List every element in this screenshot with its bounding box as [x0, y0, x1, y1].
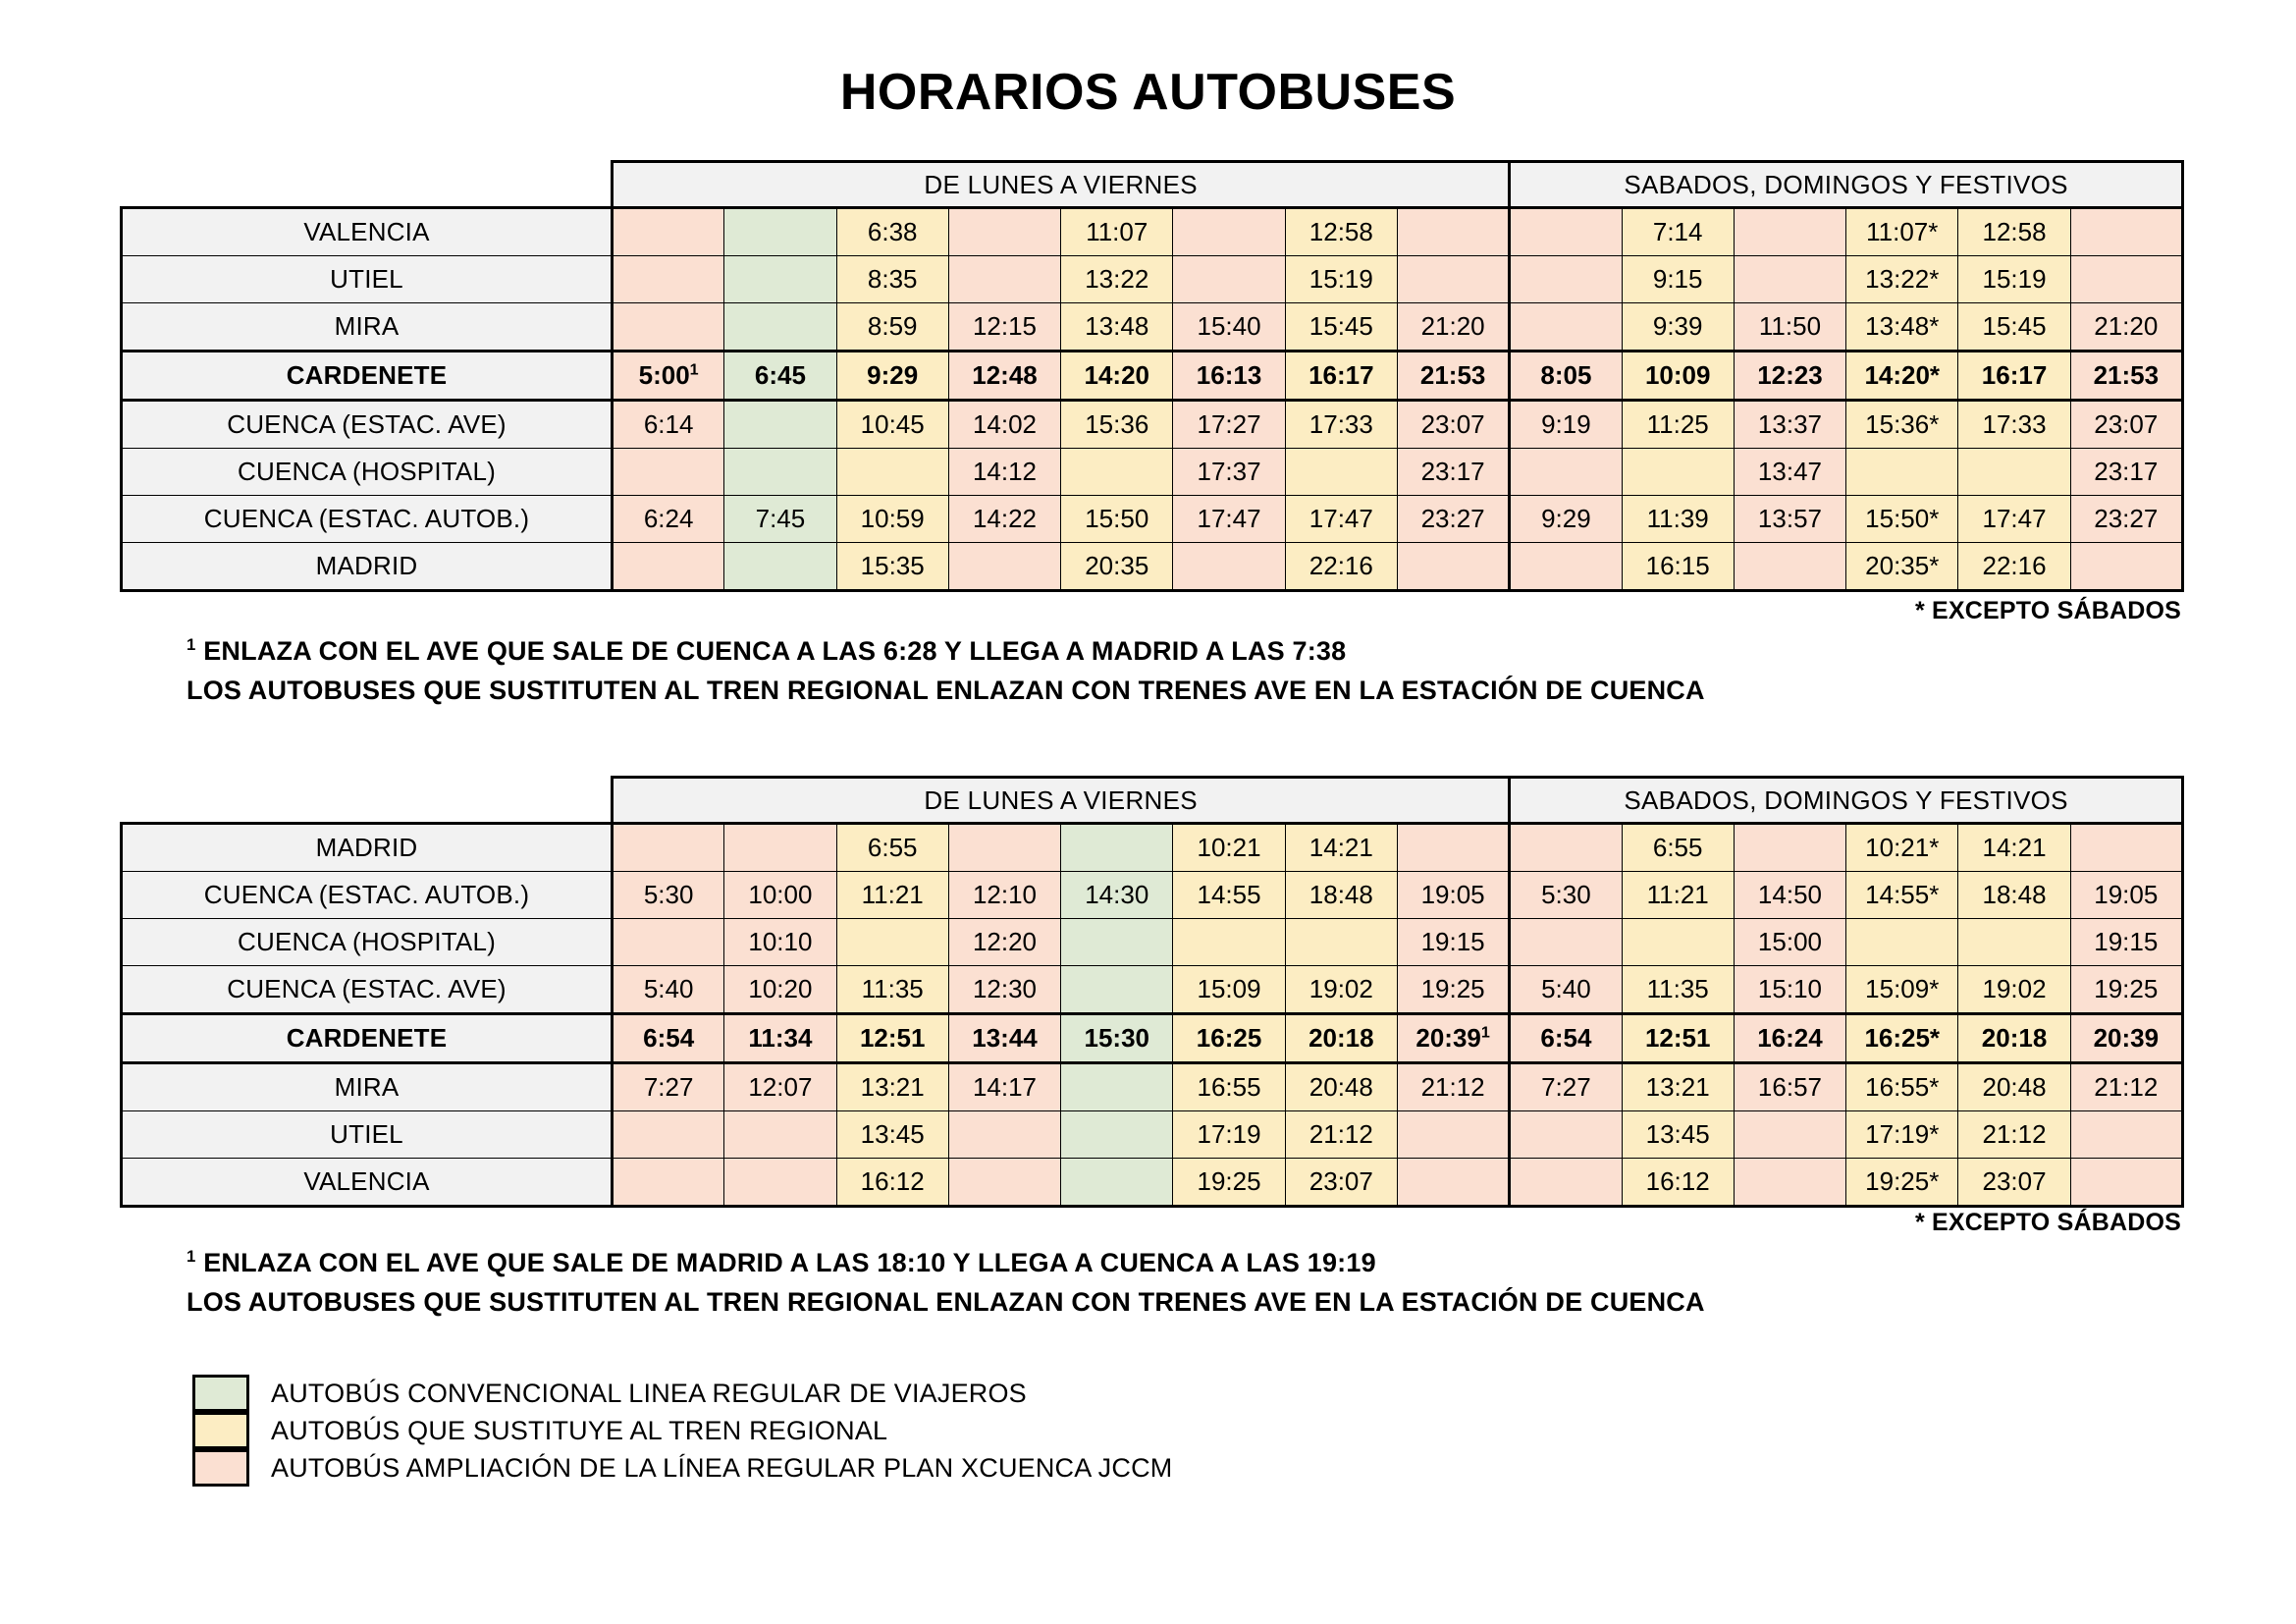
- time-cell-weekday: 14:22: [948, 496, 1060, 543]
- time-cell-weekday: [1285, 919, 1397, 966]
- time-cell-weekday: 16:12: [836, 1159, 948, 1207]
- time-cell-weekend: [1510, 824, 1622, 872]
- time-cell-weekend: 7:14: [1622, 208, 1734, 256]
- time-cell-weekday: [613, 449, 724, 496]
- time-cell-weekday: [613, 1159, 724, 1207]
- time-cell-weekday: 14:21: [1285, 824, 1397, 872]
- group-header-weekday: DE LUNES A VIERNES: [613, 162, 1510, 208]
- legend-color-swatch: [192, 1412, 249, 1449]
- time-cell-weekend: [1846, 449, 1958, 496]
- time-cell-weekend: 16:57: [1734, 1063, 1845, 1111]
- footnotes-2: [187, 1243, 1705, 1322]
- time-cell-weekend: [1622, 919, 1734, 966]
- legend-item: [192, 1449, 1172, 1487]
- stop-name-cell: CARDENETE: [122, 352, 613, 401]
- time-cell-weekday: 17:19: [1173, 1111, 1285, 1159]
- time-cell-weekend: [2070, 824, 2182, 872]
- time-cell-weekday: 17:47: [1173, 496, 1285, 543]
- time-cell-weekday: [613, 303, 724, 352]
- time-cell-weekend: 20:18: [1958, 1014, 2070, 1063]
- time-cell-weekend: 13:47: [1734, 449, 1845, 496]
- time-cell-weekday: 12:51: [836, 1014, 948, 1063]
- time-cell-weekend: 9:15: [1622, 256, 1734, 303]
- stop-name-cell: UTIEL: [122, 256, 613, 303]
- time-cell-weekday: 20:39$^1$: [1397, 1014, 1509, 1063]
- time-cell-weekday: 7:45: [724, 496, 836, 543]
- time-cell-weekday: 12:15: [948, 303, 1060, 352]
- time-cell-weekday: 21:12: [1285, 1111, 1397, 1159]
- table-row: [122, 919, 2183, 966]
- time-cell-weekday: [613, 1111, 724, 1159]
- time-cell-weekday: 16:25: [1173, 1014, 1285, 1063]
- time-cell-weekday: 15:30: [1061, 1014, 1173, 1063]
- timetable-block-madrid-valencia: [120, 776, 2181, 1208]
- time-cell-weekend: 19:05: [2070, 872, 2182, 919]
- schedule-table-1: [120, 160, 2184, 592]
- time-cell-weekend: 13:57: [1734, 496, 1845, 543]
- time-cell-weekday: [1061, 449, 1173, 496]
- schedule-table-2: [120, 776, 2184, 1208]
- time-cell-weekday: 16:17: [1285, 352, 1397, 401]
- stop-name-cell: CUENCA (HOSPITAL): [122, 919, 613, 966]
- time-cell-weekday: [724, 256, 836, 303]
- time-cell-weekend: 16:55*: [1846, 1063, 1958, 1111]
- time-cell-weekday: [948, 208, 1060, 256]
- time-cell-weekend: [1734, 1111, 1845, 1159]
- time-cell-weekend: 20:48: [1958, 1063, 2070, 1111]
- time-cell-weekday: [1061, 1159, 1173, 1207]
- time-cell-weekday: 15:50: [1061, 496, 1173, 543]
- time-cell-weekend: [1510, 543, 1622, 591]
- time-cell-weekday: 10:45: [836, 401, 948, 449]
- time-cell-weekday: 11:07: [1061, 208, 1173, 256]
- time-cell-weekday: 12:20: [948, 919, 1060, 966]
- time-cell-weekend: 16:24: [1734, 1014, 1845, 1063]
- time-cell-weekend: 21:12: [2070, 1063, 2182, 1111]
- time-cell-weekday: 11:35: [836, 966, 948, 1014]
- time-cell-weekend: 12:23: [1734, 352, 1845, 401]
- time-cell-weekday: 6:54: [613, 1014, 724, 1063]
- time-cell-weekday: 22:16: [1285, 543, 1397, 591]
- time-cell-weekday: 6:24: [613, 496, 724, 543]
- time-cell-weekend: 10:21*: [1846, 824, 1958, 872]
- table-row: [122, 256, 2183, 303]
- time-cell-weekday: 16:13: [1173, 352, 1285, 401]
- time-cell-weekday: [1061, 824, 1173, 872]
- time-cell-weekend: 10:09: [1622, 352, 1734, 401]
- time-cell-weekend: [2070, 208, 2182, 256]
- time-cell-weekday: [1173, 543, 1285, 591]
- time-cell-weekday: 19:25: [1173, 1159, 1285, 1207]
- time-cell-weekday: 7:27: [613, 1063, 724, 1111]
- time-cell-weekday: 14:02: [948, 401, 1060, 449]
- time-cell-weekday: [948, 824, 1060, 872]
- time-cell-weekday: [948, 1111, 1060, 1159]
- time-cell-weekday: 5:30: [613, 872, 724, 919]
- legend-color-swatch: [192, 1449, 249, 1487]
- time-cell-weekday: 14:12: [948, 449, 1060, 496]
- time-cell-weekday: 23:17: [1397, 449, 1509, 496]
- group-header-spacer: [122, 162, 613, 208]
- time-cell-weekend: 14:50: [1734, 872, 1845, 919]
- time-cell-weekday: [948, 543, 1060, 591]
- group-header-weekday: DE LUNES A VIERNES: [613, 778, 1510, 824]
- time-cell-weekday: [836, 919, 948, 966]
- time-cell-weekday: [724, 303, 836, 352]
- time-cell-weekday: [724, 208, 836, 256]
- time-cell-weekday: [948, 1159, 1060, 1207]
- time-cell-weekend: 5:40: [1510, 966, 1622, 1014]
- time-cell-weekday: [613, 543, 724, 591]
- time-cell-weekend: [2070, 1111, 2182, 1159]
- time-cell-weekday: [1173, 256, 1285, 303]
- time-cell-weekday: 15:09: [1173, 966, 1285, 1014]
- footnote-line: LOS AUTOBUSES QUE SUSTITUTEN AL TREN REGIONAL ENLAZAN CON TRENES AVE EN LA ESTACIÓN DE CUENCA: [187, 1287, 1705, 1317]
- time-cell-weekend: [1510, 256, 1622, 303]
- time-cell-weekday: [613, 919, 724, 966]
- footnote-line: $^1$ ENLAZA CON EL AVE QUE SALE DE CUENCA A LAS 6:28 Y LLEGA A MADRID A LAS 7:38: [187, 635, 1347, 666]
- table-row: [122, 966, 2183, 1014]
- time-cell-weekday: 19:25: [1397, 966, 1509, 1014]
- time-cell-weekday: 17:27: [1173, 401, 1285, 449]
- table-row: [122, 1111, 2183, 1159]
- time-cell-weekend: 14:21: [1958, 824, 2070, 872]
- footnote-line: LOS AUTOBUSES QUE SUSTITUTEN AL TREN REGIONAL ENLAZAN CON TRENES AVE EN LA ESTACIÓN DE CUENCA: [187, 676, 1705, 705]
- time-cell-weekday: [1397, 1111, 1509, 1159]
- time-cell-weekday: 6:55: [836, 824, 948, 872]
- time-cell-weekday: 15:36: [1061, 401, 1173, 449]
- time-cell-weekend: 23:17: [2070, 449, 2182, 496]
- time-cell-weekday: [1061, 1111, 1173, 1159]
- time-cell-weekend: 20:39: [2070, 1014, 2182, 1063]
- time-cell-weekday: 8:35: [836, 256, 948, 303]
- time-cell-weekday: 8:59: [836, 303, 948, 352]
- time-cell-weekend: [1510, 208, 1622, 256]
- page-title: HORARIOS AUTOBUSES: [839, 64, 1457, 121]
- legend-color-swatch: [192, 1375, 249, 1412]
- stop-name-cell: UTIEL: [122, 1111, 613, 1159]
- time-cell-weekend: [1734, 208, 1845, 256]
- time-cell-weekend: 15:00: [1734, 919, 1845, 966]
- time-cell-weekday: 17:47: [1285, 496, 1397, 543]
- time-cell-weekend: 21:20: [2070, 303, 2182, 352]
- time-cell-weekend: 19:15: [2070, 919, 2182, 966]
- time-cell-weekday: 19:02: [1285, 966, 1397, 1014]
- time-cell-weekday: 14:55: [1173, 872, 1285, 919]
- stop-name-cell: CUENCA (ESTAC. AVE): [122, 966, 613, 1014]
- time-cell-weekend: 9:19: [1510, 401, 1622, 449]
- time-cell-weekend: [1734, 256, 1845, 303]
- stop-name-cell: MADRID: [122, 824, 613, 872]
- time-cell-weekend: 15:45: [1958, 303, 2070, 352]
- time-cell-weekday: [1061, 966, 1173, 1014]
- time-cell-weekday: [1173, 208, 1285, 256]
- time-cell-weekend: 16:17: [1958, 352, 2070, 401]
- time-cell-weekend: [1734, 543, 1845, 591]
- time-cell-weekend: 16:25*: [1846, 1014, 1958, 1063]
- time-cell-weekend: 17:33: [1958, 401, 2070, 449]
- legend-item-label: AUTOBÚS AMPLIACIÓN DE LA LÍNEA REGULAR PLAN XCUENCA JCCM: [271, 1452, 1173, 1483]
- time-cell-weekday: 12:30: [948, 966, 1060, 1014]
- group-header-weekend: SABADOS, DOMINGOS Y FESTIVOS: [1510, 162, 2183, 208]
- time-cell-weekday: 6:14: [613, 401, 724, 449]
- stop-name-cell: CARDENETE: [122, 1014, 613, 1063]
- stop-name-cell: CUENCA (ESTAC. AUTOB.): [122, 496, 613, 543]
- timetable-block-valencia-madrid: [120, 160, 2181, 592]
- time-cell-weekday: 15:40: [1173, 303, 1285, 352]
- time-cell-weekend: 11:50: [1734, 303, 1845, 352]
- stop-name-cell: CUENCA (ESTAC. AUTOB.): [122, 872, 613, 919]
- time-cell-weekend: 17:47: [1958, 496, 2070, 543]
- table-row: [122, 1159, 2183, 1207]
- time-cell-weekend: 13:37: [1734, 401, 1845, 449]
- legend: [192, 1375, 1172, 1487]
- time-cell-weekday: [613, 208, 724, 256]
- except-saturdays-note-2: * EXCEPTO SÁBADOS: [1914, 1209, 2181, 1236]
- table-row: [122, 1014, 2183, 1063]
- time-cell-weekday: 13:44: [948, 1014, 1060, 1063]
- time-cell-weekend: 16:12: [1622, 1159, 1734, 1207]
- time-cell-weekday: 23:07: [1285, 1159, 1397, 1207]
- time-cell-weekend: [2070, 256, 2182, 303]
- time-cell-weekday: [1397, 543, 1509, 591]
- time-cell-weekend: [1510, 1159, 1622, 1207]
- time-cell-weekend: [1734, 1159, 1845, 1207]
- time-cell-weekend: 19:25*: [1846, 1159, 1958, 1207]
- stop-name-cell: MADRID: [122, 543, 613, 591]
- time-cell-weekday: 13:48: [1061, 303, 1173, 352]
- time-cell-weekend: [1734, 824, 1845, 872]
- time-cell-weekday: 15:45: [1285, 303, 1397, 352]
- time-cell-weekday: 5:40: [613, 966, 724, 1014]
- time-cell-weekend: 23:27: [2070, 496, 2182, 543]
- time-cell-weekend: 16:15: [1622, 543, 1734, 591]
- time-cell-weekend: 7:27: [1510, 1063, 1622, 1111]
- table-row: [122, 208, 2183, 256]
- time-cell-weekday: [724, 824, 836, 872]
- time-cell-weekday: [1061, 919, 1173, 966]
- time-cell-weekend: 20:35*: [1846, 543, 1958, 591]
- time-cell-weekday: [836, 449, 948, 496]
- time-cell-weekday: 13:21: [836, 1063, 948, 1111]
- legend-item: [192, 1412, 1172, 1449]
- time-cell-weekend: [2070, 1159, 2182, 1207]
- time-cell-weekday: 20:18: [1285, 1014, 1397, 1063]
- time-cell-weekend: [1846, 919, 1958, 966]
- time-cell-weekday: 14:17: [948, 1063, 1060, 1111]
- time-cell-weekday: 10:20: [724, 966, 836, 1014]
- time-cell-weekend: 15:50*: [1846, 496, 1958, 543]
- time-cell-weekend: [1958, 919, 2070, 966]
- group-header-spacer: [122, 778, 613, 824]
- stop-name-cell: CUENCA (ESTAC. AVE): [122, 401, 613, 449]
- time-cell-weekday: 16:55: [1173, 1063, 1285, 1111]
- time-cell-weekend: 11:39: [1622, 496, 1734, 543]
- table-row: [122, 872, 2183, 919]
- time-cell-weekday: [724, 543, 836, 591]
- time-cell-weekend: 11:25: [1622, 401, 1734, 449]
- time-cell-weekend: 6:55: [1622, 824, 1734, 872]
- time-cell-weekend: 11:21: [1622, 872, 1734, 919]
- footnotes-1: [187, 631, 1705, 710]
- time-cell-weekend: 11:07*: [1846, 208, 1958, 256]
- time-cell-weekday: 10:00: [724, 872, 836, 919]
- time-cell-weekday: [1397, 824, 1509, 872]
- time-cell-weekday: 19:15: [1397, 919, 1509, 966]
- time-cell-weekend: 21:12: [1958, 1111, 2070, 1159]
- time-cell-weekday: 10:59: [836, 496, 948, 543]
- time-cell-weekday: [1397, 1159, 1509, 1207]
- footnote-line: $^1$ ENLAZA CON EL AVE QUE SALE DE MADRID A LAS 18:10 Y LLEGA A CUENCA A LAS 19:19: [187, 1247, 1376, 1277]
- time-cell-weekday: 10:10: [724, 919, 836, 966]
- group-header-row: [122, 778, 2183, 824]
- table-row: [122, 449, 2183, 496]
- time-cell-weekday: 21:53: [1397, 352, 1509, 401]
- time-cell-weekday: 19:05: [1397, 872, 1509, 919]
- stop-name-cell: MIRA: [122, 303, 613, 352]
- time-cell-weekend: 13:45: [1622, 1111, 1734, 1159]
- time-cell-weekend: [1510, 1111, 1622, 1159]
- legend-item: [192, 1375, 1172, 1412]
- group-header-weekend: SABADOS, DOMINGOS Y FESTIVOS: [1510, 778, 2183, 824]
- time-cell-weekend: 13:21: [1622, 1063, 1734, 1111]
- time-cell-weekday: 9:29: [836, 352, 948, 401]
- time-cell-weekend: 23:07: [1958, 1159, 2070, 1207]
- time-cell-weekday: 11:34: [724, 1014, 836, 1063]
- time-cell-weekday: [724, 449, 836, 496]
- time-cell-weekend: 15:10: [1734, 966, 1845, 1014]
- time-cell-weekday: [724, 1159, 836, 1207]
- time-cell-weekday: 14:30: [1061, 872, 1173, 919]
- time-cell-weekend: [1510, 303, 1622, 352]
- table-row: [122, 352, 2183, 401]
- time-cell-weekday: [613, 256, 724, 303]
- time-cell-weekend: [1510, 449, 1622, 496]
- time-cell-weekend: 8:05: [1510, 352, 1622, 401]
- time-cell-weekend: 19:02: [1958, 966, 2070, 1014]
- time-cell-weekday: [1173, 919, 1285, 966]
- table-row: [122, 824, 2183, 872]
- time-cell-weekend: 22:16: [1958, 543, 2070, 591]
- time-cell-weekday: 11:21: [836, 872, 948, 919]
- time-cell-weekend: 9:39: [1622, 303, 1734, 352]
- time-cell-weekend: [1510, 919, 1622, 966]
- time-cell-weekend: 17:19*: [1846, 1111, 1958, 1159]
- time-cell-weekday: 12:48: [948, 352, 1060, 401]
- stop-name-cell: VALENCIA: [122, 1159, 613, 1207]
- time-cell-weekday: [1397, 208, 1509, 256]
- time-cell-weekday: 6:45: [724, 352, 836, 401]
- time-cell-weekday: 23:27: [1397, 496, 1509, 543]
- legend-item-label: AUTOBÚS CONVENCIONAL LINEA REGULAR DE VIAJEROS: [271, 1378, 1027, 1408]
- stop-name-cell: VALENCIA: [122, 208, 613, 256]
- time-cell-weekend: 6:54: [1510, 1014, 1622, 1063]
- time-cell-weekend: 14:20*: [1846, 352, 1958, 401]
- time-cell-weekend: [1958, 449, 2070, 496]
- table-row: [122, 543, 2183, 591]
- except-saturdays-note-1: * EXCEPTO SÁBADOS: [1914, 597, 2181, 624]
- time-cell-weekday: [948, 256, 1060, 303]
- table-row: [122, 303, 2183, 352]
- time-cell-weekend: 15:36*: [1846, 401, 1958, 449]
- time-cell-weekend: 21:53: [2070, 352, 2182, 401]
- time-cell-weekday: 18:48: [1285, 872, 1397, 919]
- time-cell-weekday: [724, 1111, 836, 1159]
- time-cell-weekend: 13:22*: [1846, 256, 1958, 303]
- time-cell-weekday: 13:22: [1061, 256, 1173, 303]
- time-cell-weekend: 12:51: [1622, 1014, 1734, 1063]
- time-cell-weekday: 21:20: [1397, 303, 1509, 352]
- time-cell-weekday: 21:12: [1397, 1063, 1509, 1111]
- time-cell-weekend: 5:30: [1510, 872, 1622, 919]
- time-cell-weekday: 6:38: [836, 208, 948, 256]
- time-cell-weekend: 15:09*: [1846, 966, 1958, 1014]
- time-cell-weekend: 15:19: [1958, 256, 2070, 303]
- time-cell-weekday: [1061, 1063, 1173, 1111]
- time-cell-weekend: 18:48: [1958, 872, 2070, 919]
- time-cell-weekday: 15:35: [836, 543, 948, 591]
- time-cell-weekend: 12:58: [1958, 208, 2070, 256]
- time-cell-weekday: 12:58: [1285, 208, 1397, 256]
- time-cell-weekday: 12:07: [724, 1063, 836, 1111]
- time-cell-weekday: [1397, 256, 1509, 303]
- legend-item-label: AUTOBÚS QUE SUSTITUYE AL TREN REGIONAL: [271, 1415, 888, 1445]
- time-cell-weekend: 11:35: [1622, 966, 1734, 1014]
- time-cell-weekday: 17:33: [1285, 401, 1397, 449]
- time-cell-weekday: 15:19: [1285, 256, 1397, 303]
- schedule-table-2-body: [122, 778, 2183, 1207]
- time-cell-weekday: 5:00$^1$: [613, 352, 724, 401]
- time-cell-weekday: [1285, 449, 1397, 496]
- time-cell-weekend: 14:55*: [1846, 872, 1958, 919]
- time-cell-weekend: 9:29: [1510, 496, 1622, 543]
- time-cell-weekend: 13:48*: [1846, 303, 1958, 352]
- time-cell-weekend: 19:25: [2070, 966, 2182, 1014]
- time-cell-weekend: 23:07: [2070, 401, 2182, 449]
- time-cell-weekday: 17:37: [1173, 449, 1285, 496]
- time-cell-weekend: [2070, 543, 2182, 591]
- time-cell-weekday: 10:21: [1173, 824, 1285, 872]
- table-row: [122, 496, 2183, 543]
- stop-name-cell: MIRA: [122, 1063, 613, 1111]
- time-cell-weekday: 20:35: [1061, 543, 1173, 591]
- table-row: [122, 401, 2183, 449]
- time-cell-weekday: 13:45: [836, 1111, 948, 1159]
- time-cell-weekday: [724, 401, 836, 449]
- schedule-table-1-body: [122, 162, 2183, 591]
- time-cell-weekend: [1622, 449, 1734, 496]
- group-header-row: [122, 162, 2183, 208]
- time-cell-weekday: 20:48: [1285, 1063, 1397, 1111]
- stop-name-cell: CUENCA (HOSPITAL): [122, 449, 613, 496]
- time-cell-weekday: 23:07: [1397, 401, 1509, 449]
- table-row: [122, 1063, 2183, 1111]
- time-cell-weekday: 14:20: [1061, 352, 1173, 401]
- time-cell-weekday: 12:10: [948, 872, 1060, 919]
- time-cell-weekday: [613, 824, 724, 872]
